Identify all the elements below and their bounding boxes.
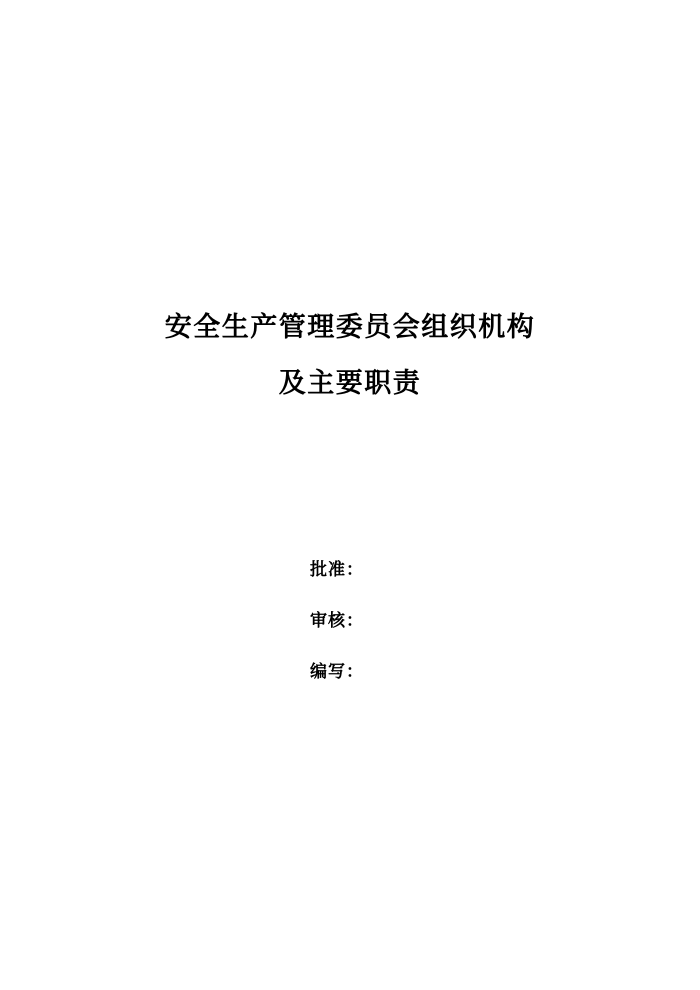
title-line-2: 及主要职责 (278, 368, 422, 399)
signature-block (0, 545, 700, 698)
title-line-1: 安全生产管理委员会组织机构 (164, 312, 536, 343)
document-title (0, 300, 700, 412)
approval-field: 批准： (310, 560, 364, 580)
review-field: 审核： (310, 611, 364, 631)
author-field: 编写： (310, 662, 364, 682)
